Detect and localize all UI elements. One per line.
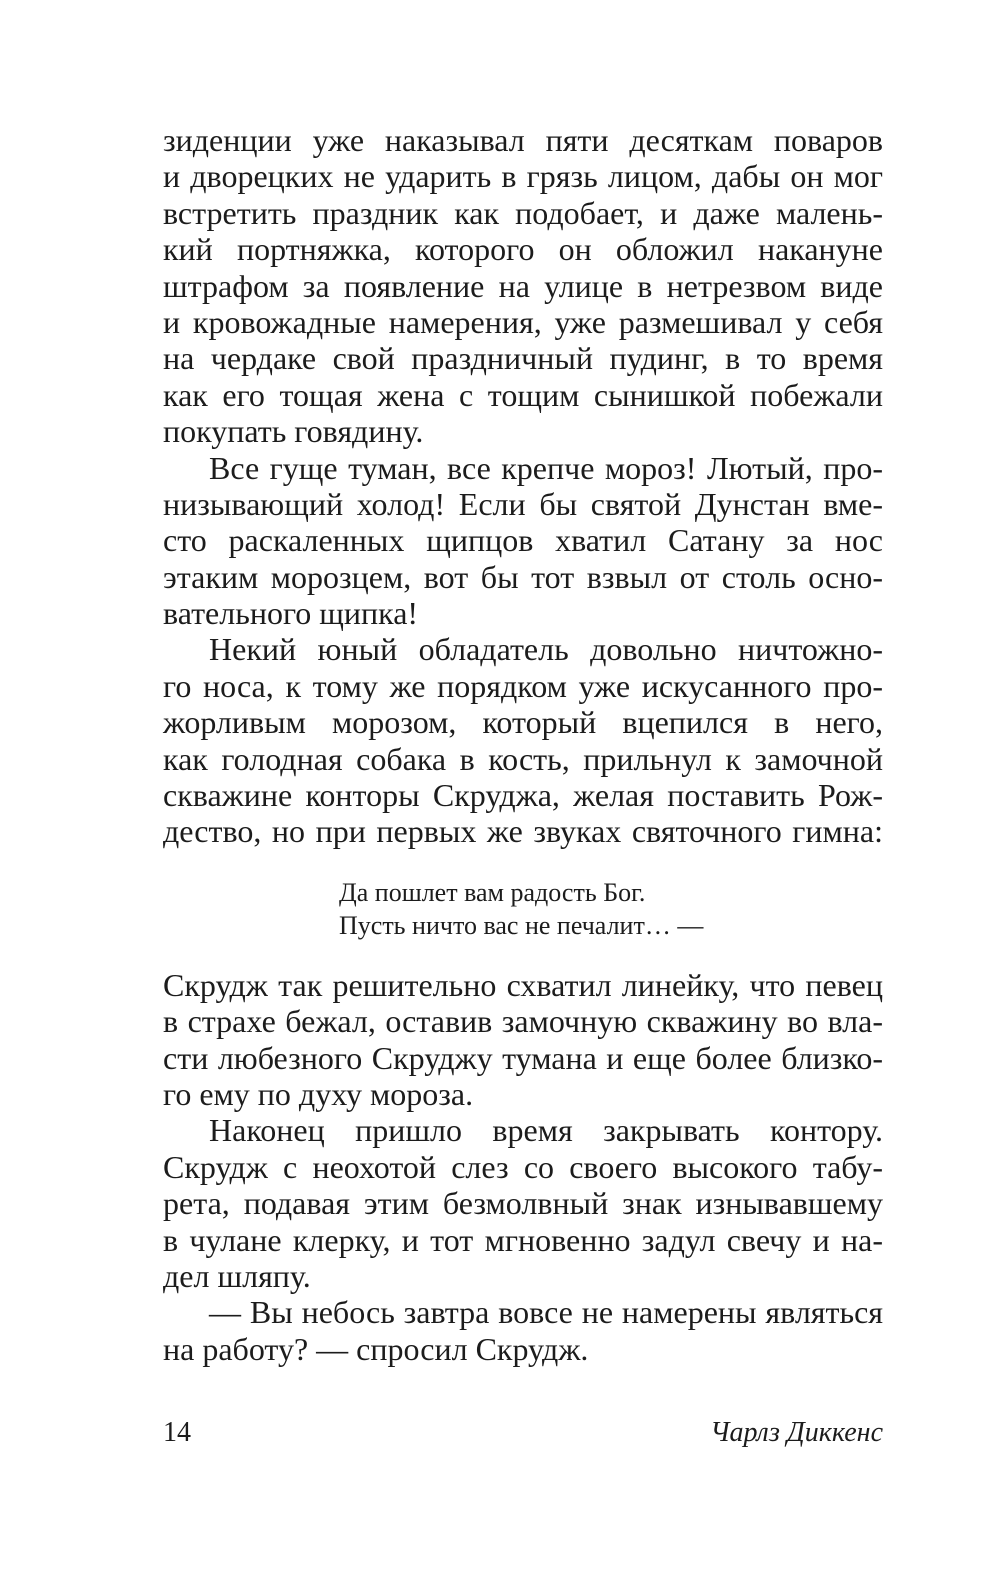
text-line: дество, но при первых же звуках святочного гимна:	[163, 813, 883, 850]
text-line: на чердаке свой праздничный пудинг, в то время	[163, 340, 883, 377]
text-line: в страхе бежал, оставив замочную скважину во вла-	[163, 1003, 883, 1040]
text-line: кий портняжка, которого он обложил накануне	[163, 231, 883, 268]
paragraph-1	[163, 122, 883, 450]
paragraph-2	[163, 450, 883, 632]
text-line: Скрудж так решительно схватил линейку, что певец	[163, 966, 883, 1003]
text-line: го носа, к тому же порядком уже искусанного про-	[163, 667, 883, 704]
text-line: — Вы небось завтра вовсе не намерены являться	[209, 1294, 883, 1331]
text-line: покупать говядину.	[163, 413, 424, 450]
text-line: на работу? — спросил Скрудж.	[163, 1330, 589, 1367]
text-line: и дворецких не ударить в грязь лицом, дабы он мог	[163, 158, 883, 195]
paragraph-3	[163, 631, 883, 849]
text-line: как его тощая жена с тощим сынишкой побежали	[163, 376, 883, 413]
text-line: сти любезного Скруджу тумана и еще более близко-	[163, 1039, 883, 1076]
text-line: Все гуще туман, все крепче мороз! Лютый, про-	[209, 449, 883, 486]
text-line: как голодная собака в кость, прильнул к замочной	[163, 740, 883, 777]
text-line: рета, подавая этим безмолвный знак изнывавшему	[163, 1185, 883, 1222]
paragraph-4	[163, 967, 883, 1113]
text-line: дел шляпу.	[163, 1257, 311, 1294]
text-line: вательного щипка!	[163, 595, 419, 632]
text-line: сто раскаленных щипцов хватил Сатану за нос	[163, 522, 883, 559]
page-number: 14	[163, 1417, 191, 1448]
text-line: Скрудж с неохотой слез со своего высокого табу-	[163, 1148, 883, 1185]
text-line: и кровожадные намерения, уже размешивал у себя	[163, 303, 883, 340]
paragraph-6	[163, 1294, 883, 1367]
text-line: го ему по духу мороза.	[163, 1075, 474, 1112]
text-line: в чулане клерку, и тот мгновенно задул свечу и на-	[163, 1221, 883, 1258]
verse-line: Пусть ничто вас не печалит… —	[339, 910, 704, 940]
paragraph-5	[163, 1112, 883, 1294]
text-line: этаким морозцем, вот бы тот взвыл от столь осно-	[163, 558, 883, 595]
text-line: скважине конторы Скруджа, желая поставить Рож-	[163, 777, 883, 814]
text-line: низывающий холод! Если бы святой Дунстан вме-	[163, 485, 883, 522]
text-line: встретить праздник как подобает, и даже малень-	[163, 194, 883, 231]
text-line: жорливым морозом, который вцепился в него,	[163, 704, 883, 741]
page-body	[163, 122, 883, 1367]
running-head-author: Чарлз Диккенс	[710, 1417, 883, 1448]
text-line: Некий юный обладатель довольно ничтожно-	[209, 631, 883, 668]
text-line: зиденции уже наказывал пяти десяткам поваров	[163, 122, 883, 158]
verse-quote	[163, 876, 883, 942]
text-line: штрафом за появление на улице в нетрезвом виде	[163, 267, 883, 304]
verse-line: Да пошлет вам радость Бог.	[339, 877, 646, 907]
text-line: Наконец пришло время закрывать контору.	[209, 1112, 883, 1149]
